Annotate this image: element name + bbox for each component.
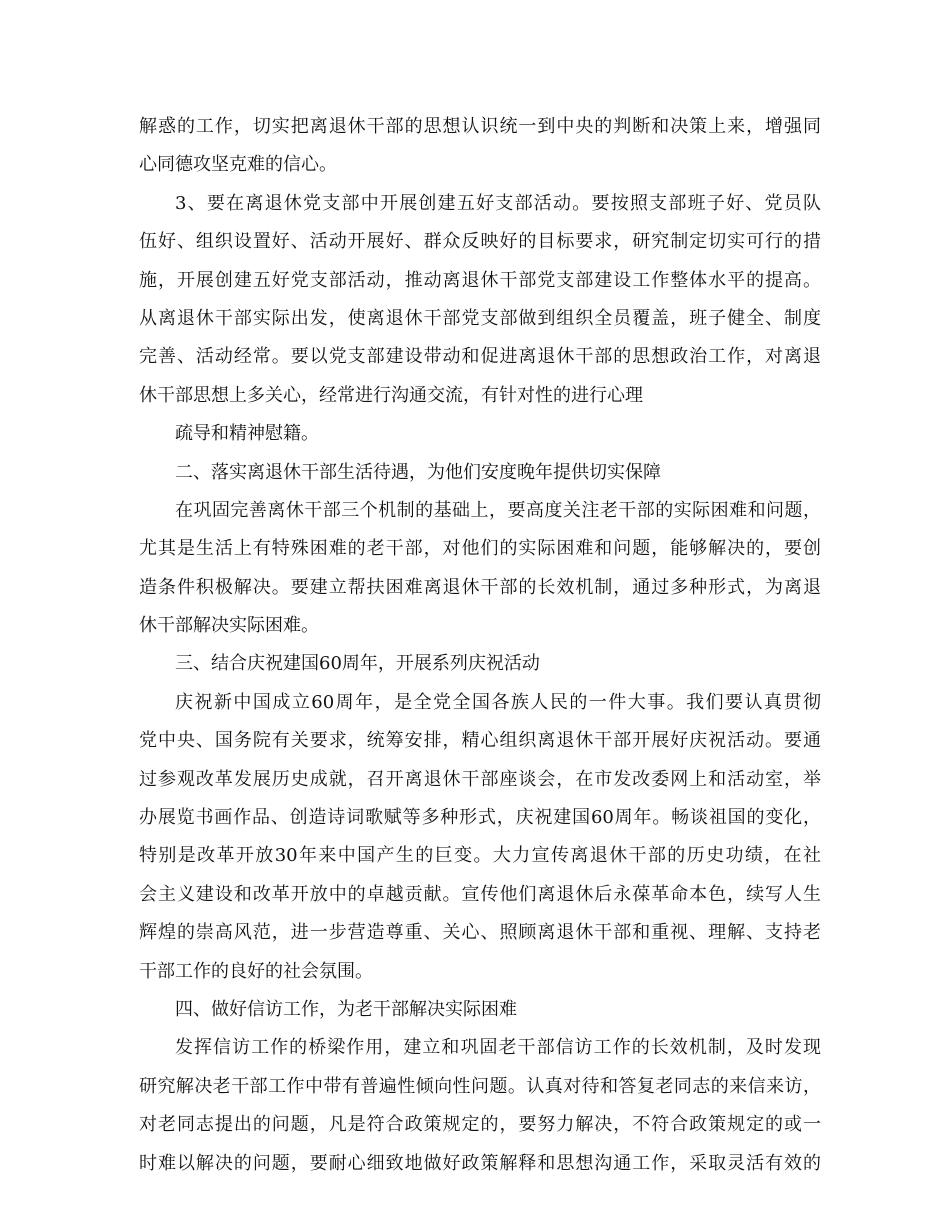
- section-heading-4: 四、做好信访工作，为老干部解决实际困难: [175, 998, 517, 1020]
- text-line-21: 会主义建设和改革开放中的卓越贡献。宣传他们离退休后永葆革命本色，续写人生: [139, 883, 821, 905]
- text-line-6: 从离退休干部实际出发，使离退休干部党支部做到组织全员覆盖，班子健全、制度: [139, 307, 821, 329]
- text-line-7: 完善、活动经常。要以党支部建设带动和促进离退休干部的思想政治工作，对离退: [139, 346, 821, 368]
- text-line-14: 休干部解决实际困难。: [139, 615, 319, 637]
- text-line-13: 造条件积极解决。要建立帮扶困难离退休干部的长效机制，通过多种形式，为离退: [139, 576, 821, 598]
- text-line-19: 办展览书画作品、创造诗词歌赋等多种形式，庆祝建国60周年。畅谈祖国的变化，: [139, 807, 821, 829]
- text-line-9: 疏导和精神慰籍。: [175, 423, 319, 445]
- text-line-5: 施，开展创建五好党支部活动，推动离退休干部党支部建设工作整体水平的提高。: [139, 269, 821, 291]
- text-line-2: 心同德攻坚克难的信心。: [139, 154, 337, 176]
- text-line-12: 尤其是生活上有特殊困难的老干部，对他们的实际困难和问题，能够解决的，要创: [139, 538, 821, 560]
- text-line-26: 研究解决老干部工作中带有普遍性倾向性问题。认真对待和答复老同志的来信来访，: [139, 1075, 821, 1097]
- document-body: [139, 108, 821, 1183]
- text-line-20: 特别是改革开放30年来中国产生的巨变。大力宣传离退休干部的历史功绩，在社: [139, 845, 821, 867]
- text-line-3: 3、要在离退休党支部中开展创建五好支部活动。要按照支部班子好、党员队: [175, 192, 821, 214]
- text-line-27: 对老同志提出的问题，凡是符合政策规定的，要努力解决，不符合政策规定的或一: [139, 1114, 821, 1136]
- text-line-11: 在巩固完善离休干部三个机制的基础上，要高度关注老干部的实际困难和问题，: [175, 499, 821, 521]
- text-line-23: 干部工作的良好的社会氛围。: [139, 960, 373, 982]
- text-line-28: 时难以解决的问题，要耐心细致地做好政策解释和思想沟通工作，采取灵活有效的: [139, 1152, 821, 1174]
- text-line-4: 伍好、组织设置好、活动开展好、群众反映好的目标要求，研究制定切实可行的措: [139, 231, 821, 253]
- text-line-25: 发挥信访工作的桥梁作用，建立和巩固老干部信访工作的长效机制，及时发现: [175, 1037, 821, 1059]
- section-heading-2: 二、落实离退休干部生活待遇，为他们安度晚年提供切实保障: [175, 461, 661, 483]
- text-line-22: 辉煌的崇高风范，进一步营造尊重、关心、照顾离退休干部和重视、理解、支持老: [139, 922, 821, 944]
- section-heading-3: 三、结合庆祝建国60周年，开展系列庆祝活动: [175, 653, 540, 675]
- text-line-17: 党中央、国务院有关要求，统筹安排，精心组织离退休干部开展好庆祝活动。要通: [139, 730, 821, 752]
- text-line-16: 庆祝新中国成立60周年，是全党全国各族人民的一件大事。我们要认真贯彻: [175, 691, 821, 713]
- text-line-1: 解惑的工作，切实把离退休干部的思想认识统一到中央的判断和决策上来，增强同: [139, 116, 821, 137]
- text-line-18: 过参观改革发展历史成就，召开离退休干部座谈会，在市发改委网上和活动室，举: [139, 768, 821, 790]
- text-line-8: 休干部思想上多关心，经常进行沟通交流，有针对性的进行心理: [139, 384, 643, 406]
